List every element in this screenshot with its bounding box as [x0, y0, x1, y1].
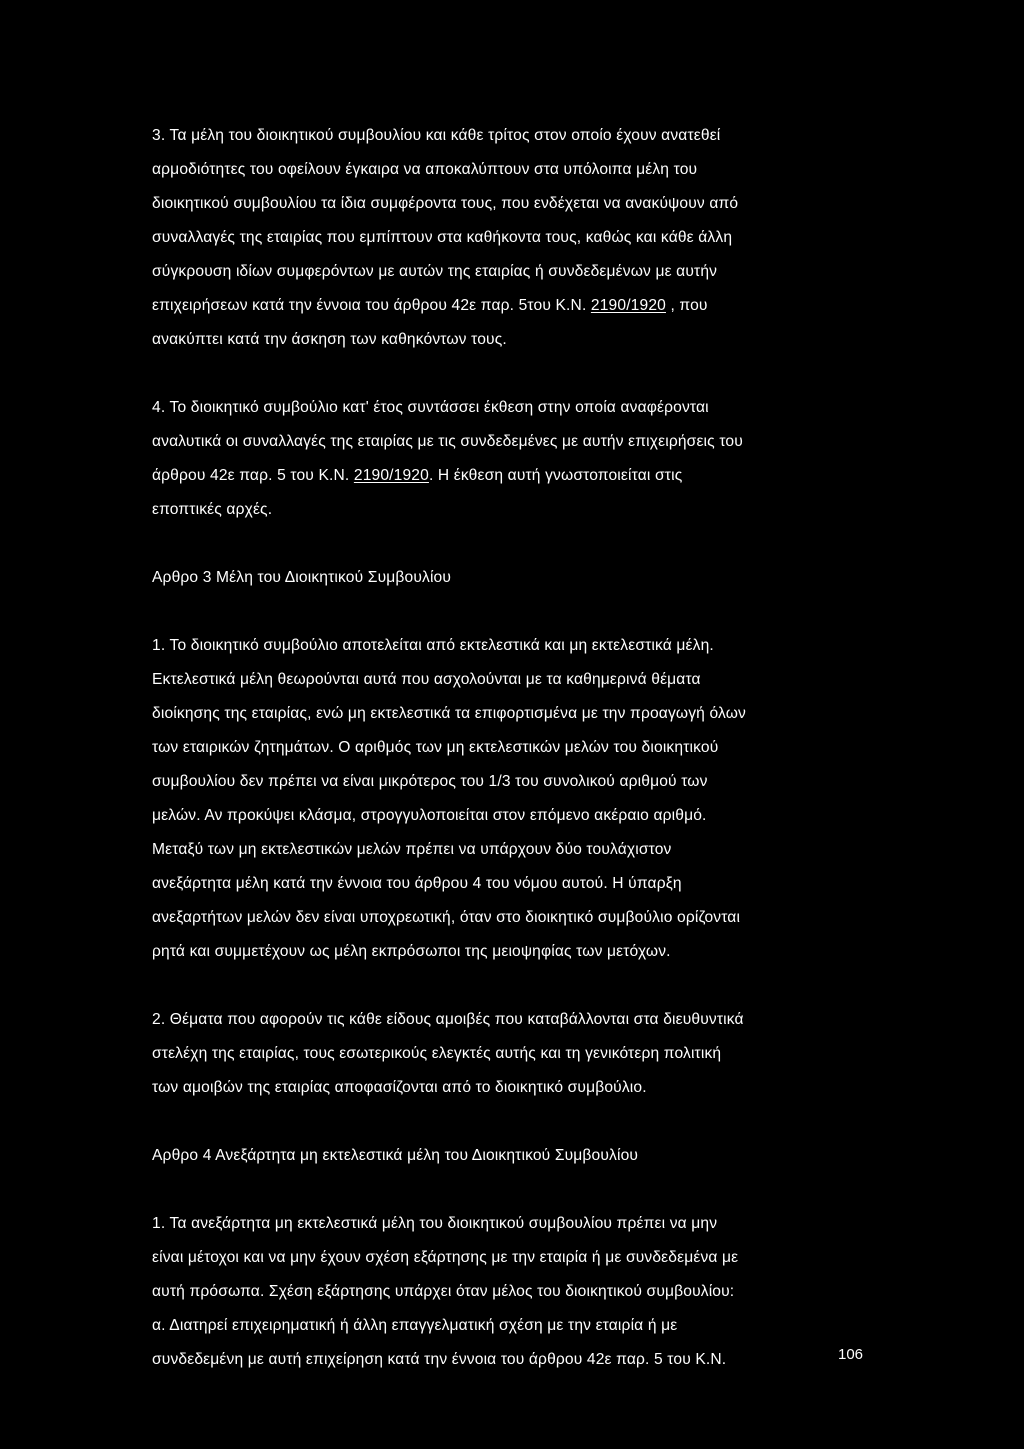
text-line: στελέχη της εταιρίας, τους εσωτερικούς ελεγκτές αυτής και τη γενικότερη πολιτική	[152, 1045, 722, 1062]
page-number: 106	[838, 1346, 864, 1363]
paragraph-spacer	[152, 357, 872, 391]
law-reference-link[interactable]: 2190/1920	[353, 467, 429, 484]
paragraph-spacer	[152, 595, 872, 629]
text-line: συμβουλίου δεν πρέπει να είναι μικρότερος του 1/3 του συνολικού αριθμού των	[152, 773, 708, 790]
text-line: μελών. Αν προκύψει κλάσμα, στρογγυλοποιείται στον επόμενο ακέραιο αριθμό.	[152, 807, 707, 824]
text-line	[152, 459, 872, 493]
text-line: συναλλαγές της εταιρίας που εμπίπτουν στα καθήκοντα τους, καθώς και κάθε άλλη	[152, 229, 733, 246]
text-line: αυτή πρόσωπα. Σχέση εξάρτησης υπάρχει όταν μέλος του διοικητικού συμβουλίου:	[152, 1283, 735, 1300]
paragraph-4	[152, 391, 872, 527]
paragraph-3	[152, 119, 872, 357]
article-3-paragraph-2	[152, 1003, 872, 1105]
text-line	[152, 289, 872, 323]
text-fragment: επιχειρήσεων κατά την έννοια του άρθρου 42ε παρ. 5του Κ.Ν.	[152, 297, 591, 314]
article-4-paragraph-1	[152, 1207, 872, 1377]
text-line: αρμοδιότητες του οφείλουν έγκαιρα να αποκαλύπτουν στα υπόλοιπα μέλη του	[152, 161, 698, 178]
text-line: σύγκρουση ιδίων συμφερόντων με αυτών της εταιρίας ή συνδεδεμένων με αυτήν	[152, 263, 718, 280]
text-line: διοίκησης της εταιρίας, ενώ μη εκτελεστικά τα επιφορτισμένα με την προαγωγή όλων	[152, 705, 746, 722]
article-3-heading: Αρθρο 3 Μέλη του Διοικητικού Συμβουλίου	[152, 569, 452, 586]
text-line: αναλυτικά οι συναλλαγές της εταιρίας με τις συνδεδεμένες με αυτήν επιχειρήσεις του	[152, 433, 743, 450]
paragraph-spacer	[152, 1173, 872, 1207]
law-reference-link[interactable]: 2190/1920	[590, 297, 666, 314]
text-fragment: . Η έκθεση αυτή γνωστοποιείται στις	[428, 467, 683, 484]
text-fragment: άρθρου 42ε παρ. 5 του Κ.Ν.	[152, 467, 354, 484]
article-3-paragraph-1	[152, 629, 872, 969]
text-line: α. Διατηρεί επιχειρηματική ή άλλη επαγγελματική σχέση με την εταιρία ή με	[152, 1317, 678, 1334]
text-line: των αμοιβών της εταιρίας αποφασίζονται από το διοικητικό συμβούλιο.	[152, 1079, 647, 1096]
text-line: εποπτικές αρχές.	[152, 501, 273, 518]
text-line: Εκτελεστικά μέλη θεωρούνται αυτά που ασχολούνται με τα καθημερινά θέματα	[152, 671, 701, 688]
text-line: 4. Το διοικητικό συμβούλιο κατ' έτος συντάσσει έκθεση στην οποία αναφέρονται	[152, 399, 709, 416]
text-line: συνδεδεμένη με αυτή επιχείρηση κατά την έννοια του άρθρου 42ε παρ. 5 του Κ.Ν.	[152, 1351, 727, 1368]
text-line: των εταιρικών ζητημάτων. Ο αριθμός των μη εκτελεστικών μελών του διοικητικού	[152, 739, 719, 756]
text-line: είναι μέτοχοι και να μην έχουν σχέση εξάρτησης με την εταιρία ή με συνδεδεμένα με	[152, 1249, 739, 1266]
text-line: Μεταξύ των μη εκτελεστικών μελών πρέπει να υπάρχουν δύο τουλάχιστον	[152, 841, 672, 858]
text-line: 1. Το διοικητικό συμβούλιο αποτελείται από εκτελεστικά και μη εκτελεστικά μέλη.	[152, 637, 714, 654]
text-line: 3. Τα μέλη του διοικητικού συμβουλίου και κάθε τρίτος στον οποίο έχουν ανατεθεί	[152, 127, 721, 144]
text-line: 2. Θέματα που αφορούν τις κάθε είδους αμοιβές που καταβάλλονται στα διευθυντικά	[152, 1011, 744, 1028]
paragraph-spacer	[152, 527, 872, 561]
text-line: ρητά και συμμετέχουν ως μέλη εκπρόσωποι της μειοψηφίας των μετόχων.	[152, 943, 671, 960]
text-line: ανεξαρτήτων μελών δεν είναι υποχρεωτική, όταν στο διοικητικό συμβούλιο ορίζονται	[152, 909, 741, 926]
text-line: 1. Τα ανεξάρτητα μη εκτελεστικά μέλη του διοικητικού συμβουλίου πρέπει να μην	[152, 1215, 718, 1232]
paragraph-spacer	[152, 969, 872, 1003]
text-line: ανακύπτει κατά την άσκηση των καθηκόντων τους.	[152, 331, 507, 348]
text-line: ανεξάρτητα μέλη κατά την έννοια του άρθρου 4 του νόμου αυτού. Η ύπαρξη	[152, 875, 682, 892]
paragraph-spacer	[152, 1105, 872, 1139]
text-line: διοικητικού συμβουλίου τα ίδια συμφέροντα τους, που ενδέχεται να ανακύψουν από	[152, 195, 739, 212]
document-body	[152, 119, 872, 1377]
text-fragment: , που	[665, 297, 708, 314]
article-4-heading: Αρθρο 4 Ανεξάρτητα μη εκτελεστικά μέλη του Διοικητικού Συμβουλίου	[152, 1147, 639, 1164]
